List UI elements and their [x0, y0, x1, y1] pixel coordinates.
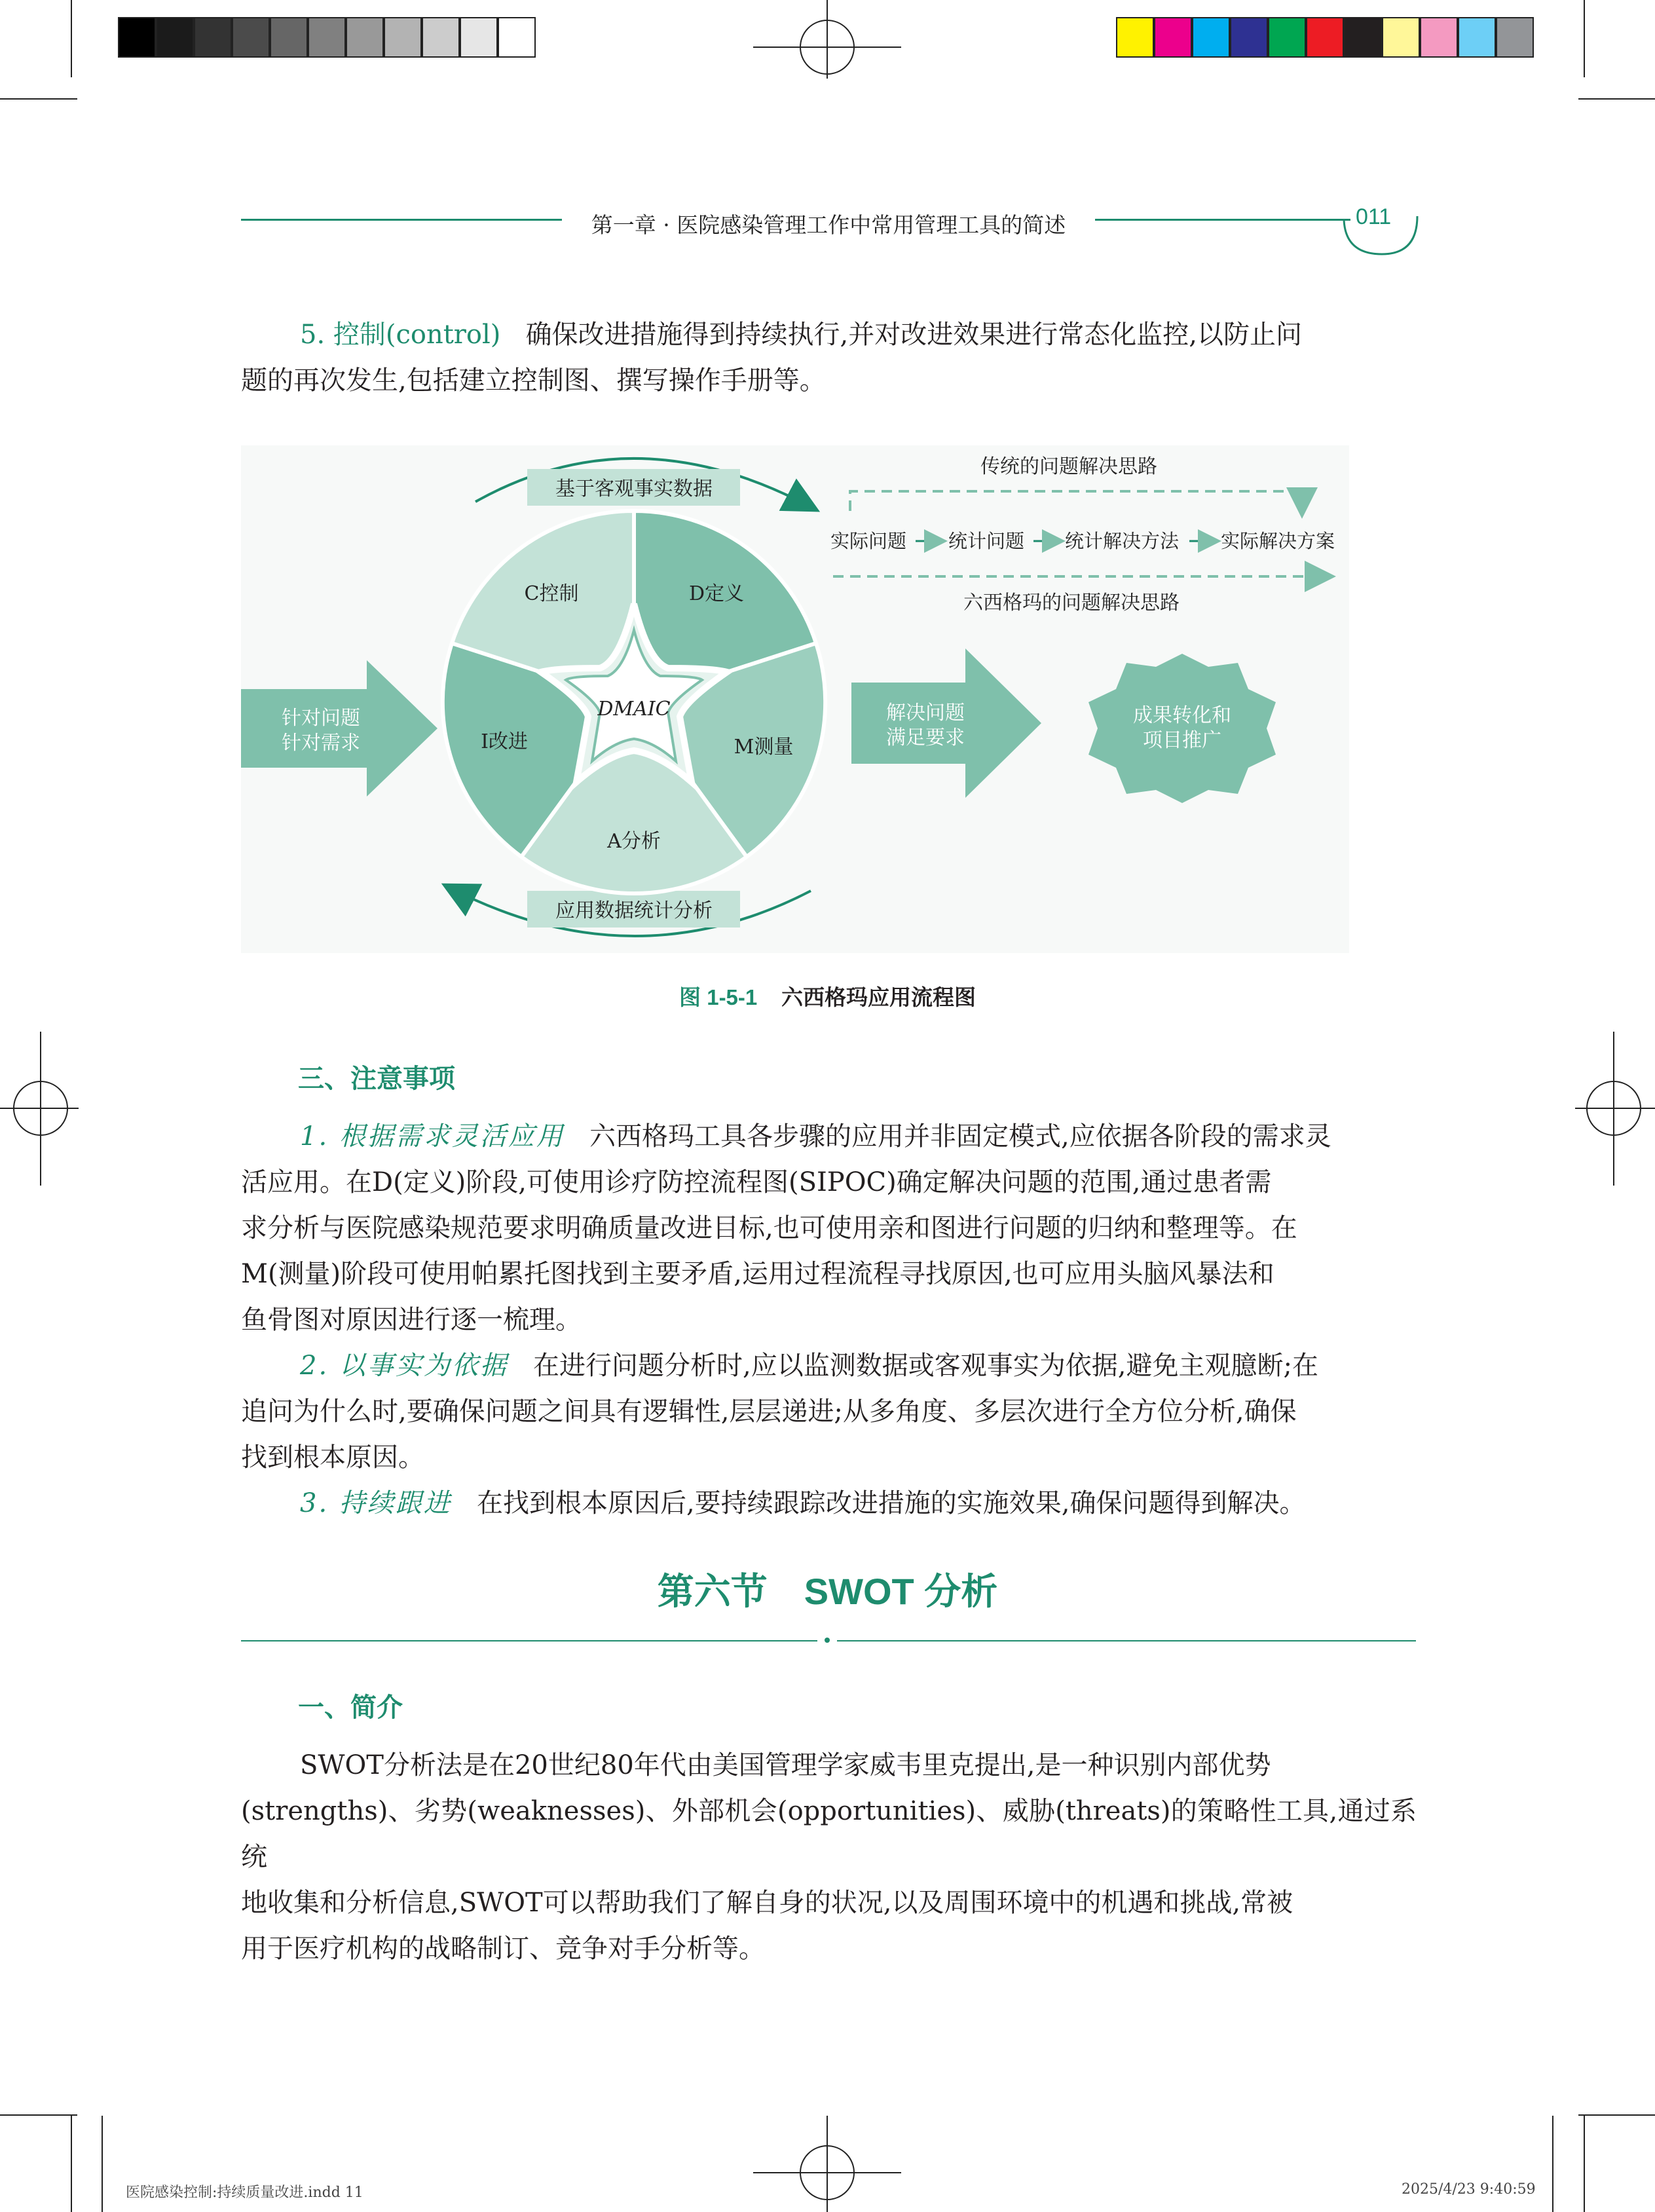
gray-swatch — [118, 17, 156, 58]
step-3: 统计解决方法 — [1065, 530, 1180, 552]
gray-swatch — [270, 17, 308, 58]
page-number: 011 — [1356, 204, 1392, 229]
crop-mark — [1584, 2116, 1585, 2212]
crop-mark — [0, 2114, 77, 2116]
registration-mark — [1575, 1108, 1655, 1109]
left-arrow-line1: 针对问题 — [282, 707, 360, 730]
item1-line-5: 鱼骨图对原因进行逐一梳理。 — [241, 1305, 582, 1335]
result-badge — [1088, 654, 1276, 803]
notes-heading: 三、注意事项 — [298, 1064, 455, 1093]
item1-line-2: 活应用。在D(定义)阶段,可使用诊疗防控流程图(SIPOC)确定解决问题的范围,通过患者需 — [241, 1167, 1272, 1197]
caption-number: 图 1-5-1 — [679, 985, 758, 1009]
bottom-arc-label: 应用数据统计分析 — [555, 899, 713, 922]
color-swatch — [1154, 17, 1192, 58]
item1-line-4: M(测量)阶段可使用帕累托图找到主要矛盾,运用过程流程寻找原因,也可应用头脑风暴法和 — [241, 1259, 1274, 1289]
color-swatch — [1382, 17, 1420, 58]
section-rule-left — [241, 1640, 817, 1641]
item2-line-3: 找到根本原因。 — [241, 1442, 424, 1472]
crop-mark — [1578, 2114, 1655, 2116]
registration-mark — [753, 2172, 901, 2173]
gray-swatch — [194, 17, 232, 58]
gray-swatch — [346, 17, 384, 58]
item1-line-1: 六西格玛工具各步骤的应用并非固定模式,应依据各阶段的需求灵 — [589, 1121, 1331, 1152]
gray-swatch — [422, 17, 460, 58]
footer-timestamp: 2025/4/23 9:40:59 — [1402, 2181, 1536, 2198]
registration-mark — [753, 47, 901, 48]
color-swatch — [1344, 17, 1382, 58]
dmaic-figure-graphic — [241, 445, 1349, 953]
gray-swatch — [460, 17, 498, 58]
color-swatch — [1496, 17, 1534, 58]
traditional-title: 传统的问题解决思路 — [980, 455, 1157, 478]
color-swatch — [1230, 17, 1268, 58]
segment-m-label: M测量 — [734, 736, 794, 759]
color-swatch — [1458, 17, 1496, 58]
step-4: 实际解决方案 — [1221, 530, 1335, 552]
caption-text: 六西格玛应用流程图 — [781, 985, 976, 1009]
color-swatch — [1116, 17, 1154, 58]
color-swatch — [1268, 17, 1306, 58]
crop-mark — [71, 2116, 72, 2212]
swot-line-2: (strengths)、劣势(weaknesses)、外部机会(opportunities)、威胁(threats)的策略性工具,通过系统 — [241, 1796, 1417, 1872]
item2-line-2: 追问为什么时,要确保问题之间具有逻辑性,层层递进;从多角度、多层次进行全方位分析,确保 — [241, 1397, 1297, 1427]
six-sigma-title: 六西格玛的问题解决思路 — [963, 591, 1180, 614]
header-rule-left — [241, 219, 562, 221]
crop-mark — [1584, 0, 1585, 77]
gray-swatch — [232, 17, 270, 58]
color-swatch — [1420, 17, 1458, 58]
item1-label: 1. 根据需求灵活应用 — [300, 1121, 565, 1152]
top-arc-label: 基于客观事实数据 — [555, 478, 713, 500]
color-swatch — [1192, 17, 1230, 58]
item2-line-1: 在进行问题分析时,应以监测数据或客观事实为依据,避免主观臆断;在 — [533, 1351, 1318, 1381]
gray-swatch — [308, 17, 346, 58]
control-label: 5. 控制(control) — [300, 320, 501, 350]
crop-mark — [1578, 98, 1655, 100]
segment-a-label: A分析 — [607, 830, 661, 853]
footer-file: 医院感染控制:持续质量改进.indd 11 — [126, 2184, 363, 2201]
crop-mark — [1552, 2116, 1553, 2212]
item2-label: 2. 以事实为依据 — [300, 1351, 508, 1381]
traditional-dashed-loop — [850, 491, 1302, 511]
step-2: 统计问题 — [948, 530, 1025, 552]
solve-arrow-line2: 满足要求 — [886, 726, 965, 749]
swot-line-1: SWOT分析法是在20世纪80年代由美国管理学家威韦里克提出,是一种识别内部优势 — [300, 1750, 1271, 1780]
item1-line-3: 求分析与医院感染规范要求明确质量改进目标,也可使用亲和图进行问题的归纳和整理等。在 — [241, 1213, 1297, 1243]
crop-mark — [102, 2116, 103, 2212]
gray-swatch — [156, 17, 194, 58]
segment-d-label: D定义 — [688, 582, 745, 605]
control-text-2: 题的再次发生,包括建立控制图、撰写操作手册等。 — [241, 366, 826, 396]
section-rule-dot — [825, 1638, 830, 1643]
gray-swatch — [384, 17, 422, 58]
control-text-1: 确保改进措施得到持续执行,并对改进效果进行常态化监控,以防止问 — [525, 320, 1302, 350]
control-paragraph — [241, 312, 1417, 403]
swot-line-3: 地收集和分析信息,SWOT可以帮助我们了解自身的状况,以及周围环境中的机遇和挑战,常被 — [241, 1888, 1293, 1918]
notes-item-1 — [241, 1114, 1417, 1526]
sub-heading: 一、简介 — [298, 1693, 403, 1722]
registration-mark — [827, 0, 828, 79]
gray-swatch — [498, 17, 536, 58]
crop-mark — [0, 98, 77, 100]
registration-mark — [827, 2116, 828, 2212]
item3-label: 3. 持续跟进 — [300, 1488, 452, 1518]
step-1: 实际问题 — [830, 530, 907, 552]
figure-caption — [0, 981, 1655, 1011]
color-swatch — [1306, 17, 1344, 58]
header-rule-right — [1095, 219, 1350, 221]
swot-line-4: 用于医疗机构的战略制订、竞争对手分析等。 — [241, 1934, 765, 1964]
badge-line2: 项目推广 — [1143, 729, 1221, 752]
solve-arrow-line1: 解决问题 — [886, 702, 965, 724]
swot-paragraph — [241, 1742, 1417, 1972]
badge-line1: 成果转化和 — [1133, 704, 1231, 727]
registration-mark — [0, 1108, 79, 1109]
section-title: 第六节 SWOT 分析 — [657, 1571, 998, 1612]
crop-mark — [71, 0, 72, 77]
section-rule-right — [837, 1640, 1416, 1641]
segment-c-label: C控制 — [524, 582, 579, 605]
dmaic-center-label: DMAIC — [597, 698, 671, 721]
segment-i-label: I改进 — [481, 730, 528, 753]
running-title: 第一章 · 医院感染管理工作中常用管理工具的简述 — [591, 212, 1066, 238]
item3-text: 在找到根本原因后,要持续跟踪改进措施的实施效果,确保问题得到解决。 — [477, 1488, 1306, 1518]
left-arrow-line2: 针对需求 — [282, 732, 360, 755]
